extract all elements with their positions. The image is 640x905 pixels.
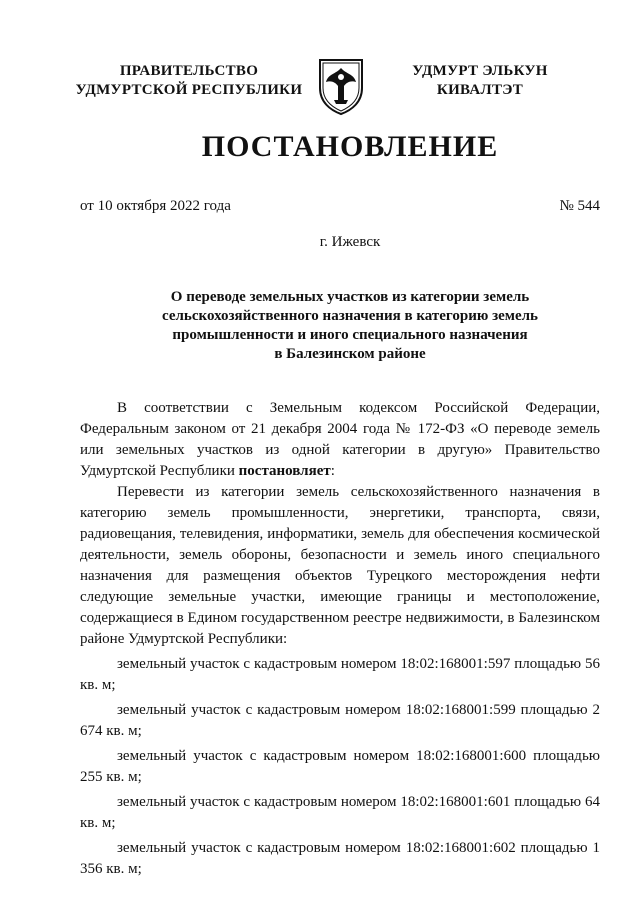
issuer-name-russian bbox=[64, 62, 314, 100]
document-city: г. Ижевск bbox=[319, 234, 381, 250]
subject-line: О переводе земельных участков из категории земель bbox=[170, 289, 530, 305]
coat-of-arms-udmurtia-icon bbox=[316, 56, 366, 116]
subject-line: в Балезинском районе bbox=[274, 346, 426, 362]
document-body bbox=[80, 398, 600, 880]
land-plot-item: земельный участок с кадастровым номером 18:02:168001:600 площадью 255 кв. м; bbox=[80, 748, 600, 785]
issuer-line-1: ПРАВИТЕЛЬСТВО bbox=[119, 63, 259, 79]
document-date: от 10 октября 2022 года bbox=[80, 198, 231, 214]
issuer-line-2: УДМУРТСКОЙ РЕСПУБЛИКИ bbox=[75, 82, 303, 98]
land-plot-item: земельный участок с кадастровым номером 18:02:168001:597 площадью 56 кв. м; bbox=[80, 656, 600, 693]
subject-line: сельскохозяйственного назначения в категорию земель bbox=[162, 308, 538, 324]
issuer-udmurt-line-2: КИВАЛТЭТ bbox=[436, 82, 524, 98]
land-plot-item: земельный участок с кадастровым номером 18:02:168001:599 площадью 2 674 кв. м; bbox=[80, 702, 600, 739]
transfer-paragraph: Перевести из категории земель сельскохозяйственного назначения в категорию земель промышленности, энергетики, транспорта, связи, радиовещания, телевидения, информатики, земель для обеспечения космической деятельности, земель обороны, безопасности и земель иного специального назначения для размещения объектов Турецкого месторождения нефти следующие земельные участки, имеющие границы и местоположение, содержащиеся в Едином государственном реестре недвижимости, в Балезинском районе Удмуртской Республики: bbox=[80, 484, 600, 647]
document-subject bbox=[120, 288, 580, 364]
resolution-verb: постановляет bbox=[238, 463, 331, 479]
intro-text: В соответствии с Земельным кодексом Российской Федерации, Федеральным законом от 21 декабря 2004 года № 172-ФЗ «О переводе земель или земельных участков из одной категории в другую» Правительство Удмуртской Республики bbox=[80, 400, 600, 479]
land-plot-item: земельный участок с кадастровым номером 18:02:168001:602 площадью 1 356 кв. м; bbox=[80, 840, 600, 877]
intro-end: : bbox=[330, 463, 335, 479]
issuer-name-udmurt bbox=[380, 62, 580, 100]
document-number: № 544 bbox=[559, 198, 600, 214]
land-plot-item: земельный участок с кадастровым номером 18:02:168001:601 площадью 64 кв. м; bbox=[80, 794, 600, 831]
subject-line: промышленности и иного специального назначения bbox=[172, 327, 528, 343]
document-title: ПОСТАНОВЛЕНИЕ bbox=[201, 130, 499, 163]
issuer-udmurt-line-1: УДМУРТ ЭЛЬКУН bbox=[412, 63, 548, 79]
intro-paragraph bbox=[80, 398, 600, 482]
